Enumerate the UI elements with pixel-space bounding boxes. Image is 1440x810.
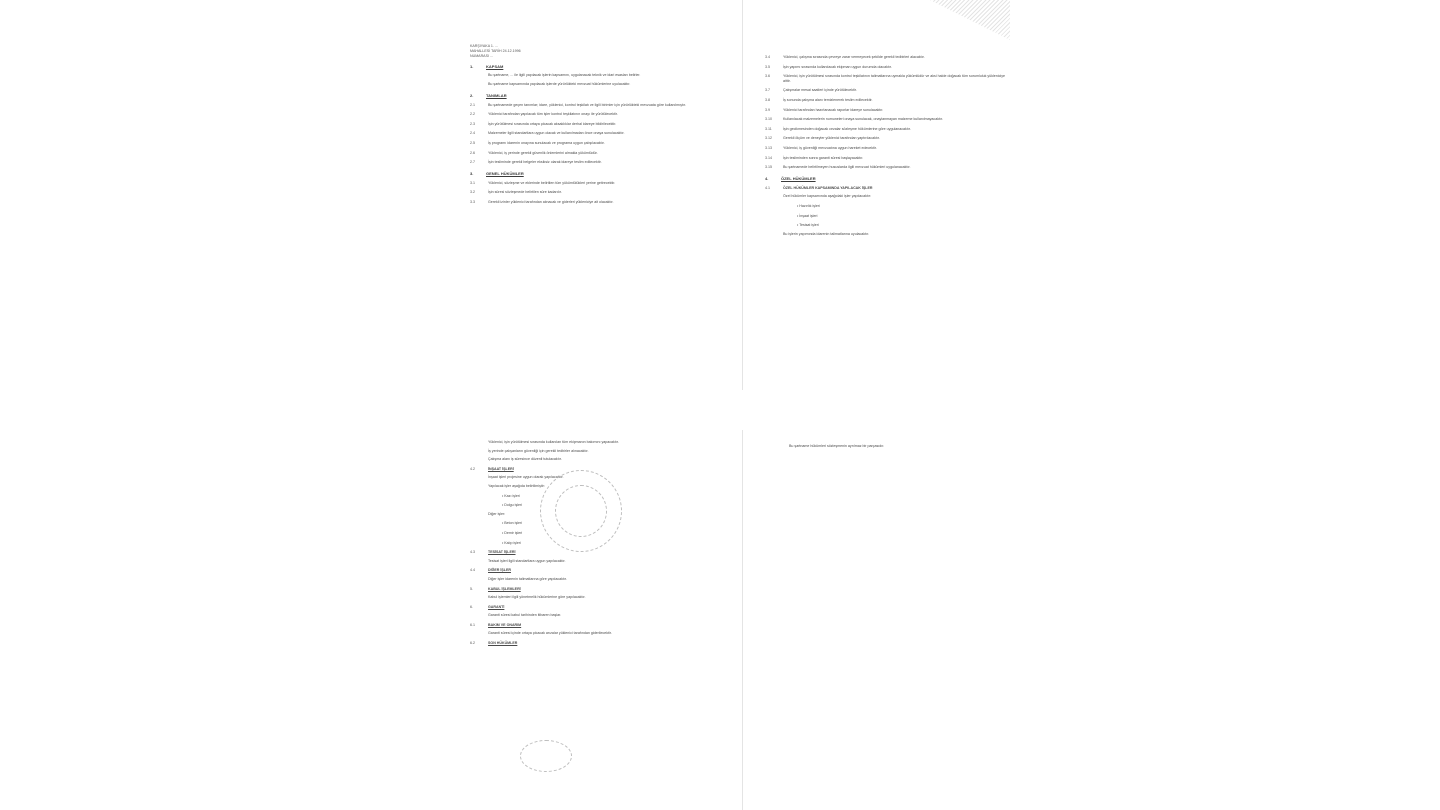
numbered-heading: 6. GARANTİ — [470, 604, 505, 609]
document-page-2 — [765, 50, 1005, 380]
bullet-item: • Demir işleri — [502, 531, 720, 536]
scan-corner-shading — [930, 0, 1010, 40]
numbered-item: 2.7 İşin tesliminde gerekli belgeler eksiksiz olarak idareye teslim edilecektir. — [470, 160, 602, 165]
numbered-item: 3.4 Yüklenici, çalışma sırasında çevreye zarar vermeyecek şekilde gerekli tedbirleri alacaktır. — [765, 55, 925, 59]
numbered-heading: 4.4 DİĞER İŞLER — [470, 568, 511, 573]
numbered-item: 2.3 İşin yürütülmesi sırasında ortaya çıkacak aksaklıklar derhal idareye bildirilecektir. — [470, 121, 617, 126]
paragraph: Bu işlerin yapımında idarenin talimatlarına uyulacaktır. — [783, 231, 870, 236]
section-heading: 2. TANIMLAR — [470, 92, 507, 98]
paragraph: Garanti süresi kabul tarihinden itibaren başlar. — [488, 613, 562, 618]
header-line: MAHALLESİ TARİH 24.12.1996 — [470, 48, 521, 53]
numbered-item: 3.5 İşin yapımı sırasında kullanılacak ekipman uygun durumda olacaktır. — [765, 64, 892, 69]
numbered-item: 4.1 ÖZEL HÜKÜMLER KAPSAMINDA YAPILACAK İŞLER — [765, 185, 873, 190]
section-heading: 1. KAPSAM — [470, 64, 504, 70]
numbered-item: 3.11 İşin gecikmesinden doğacak cezalar sözleşme hükümlerine göre uygulanacaktır. — [765, 126, 911, 131]
header-line: NUMARASI ... — [470, 53, 493, 58]
paragraph: Özel hükümler kapsamında aşağıdaki işler yapılacaktır: — [783, 194, 872, 199]
section-heading: 3. GENEL HÜKÜMLER — [470, 170, 524, 176]
seal-stamp — [520, 740, 572, 772]
numbered-item: 2.1 Bu şartnamede geçen tanımlar; idare, yüklenici, kontrol teşkilatı ve ilgili birimler için yürürlükteki mevzuata göre kullanılmıştır. — [470, 102, 686, 107]
numbered-heading: 6.2 SON HÜKÜMLER — [470, 641, 518, 646]
numbered-item: 2.5 İş programı idarenin onayına sunulacak ve programa uygun çalışılacaktır. — [470, 140, 605, 145]
paragraph: Diğer işler: — [488, 511, 506, 516]
numbered-item: 3.2 İşin süresi sözleşmede belirtilen süre kadardır. — [470, 190, 562, 195]
paragraph: Bu şartname hükümleri sözleşmenin ayrılmaz bir parçasıdır. — [789, 444, 885, 448]
bullet-item: • Hazırlık işleri — [797, 204, 1005, 209]
bullet-item: • Kazı işleri — [502, 494, 720, 499]
paragraph: Tesisat işleri ilgili standartlara uygun yapılacaktır. — [488, 558, 566, 563]
seal-stamp-inner — [555, 485, 607, 537]
paragraph: Kabul işlemleri ilgili yönetmelik hükümlerine göre yapılacaktır. — [488, 595, 586, 600]
numbered-item: 3.8 İş sonunda çalışma alanı temizlenerek teslim edilecektir. — [765, 97, 873, 102]
numbered-item: 3.13 Yüklenici, iş güvenliği mevzuatına uygun hareket edecektir. — [765, 145, 877, 150]
numbered-heading: 4.3 TESİSAT İŞLERİ — [470, 550, 516, 555]
numbered-heading: 5. KABUL İŞLEMLERİ — [470, 586, 521, 591]
numbered-item: 2.6 Yüklenici, iş yerinde gerekli güvenlik önlemlerini almakla yükümlüdür. — [470, 150, 598, 155]
paragraph: Yüklenici, işin yürütülmesi sırasında kullanılan tüm ekipmanın bakımını yapacaktır. — [488, 440, 619, 444]
bullet-item: • Tesisat işleri — [797, 223, 1005, 228]
numbered-heading: 6.1 BAKIM VE ONARIM — [470, 622, 522, 627]
numbered-item: 3.7 Çalışmalar mesai saatleri içinde yürütülecektir. — [765, 88, 857, 93]
bullet-item: • İnşaat işleri — [797, 214, 1005, 219]
numbered-item: 3.15 Bu şartnamede belirtilmeyen hususlarda ilgili mevzuat hükümleri uygulanacaktır. — [765, 165, 911, 170]
numbered-item: 2.2 Yüklenici tarafından yapılacak tüm işler kontrol teşkilatının onayı ile yürütülecektir. — [470, 112, 618, 117]
page-divider — [742, 430, 743, 810]
numbered-heading: 4.2 İNŞAAT İŞLERİ — [470, 466, 514, 471]
section-heading: 4. ÖZEL HÜKÜMLER — [765, 175, 816, 181]
paragraph: Diğer işler idarenin talimatlarına göre yapılacaktır. — [488, 576, 567, 581]
page-header — [470, 44, 720, 58]
numbered-item: 3.1 Yüklenici, sözleşme ve eklerinde belirtilen tüm yükümlülükleri yerine getirecektir. — [470, 180, 616, 185]
bullet-item: • Kalıp işleri — [502, 541, 720, 546]
numbered-item: 2.4 Malzemeler ilgili standartlara uygun olacak ve kullanılmadan önce onaya sunulacaktır. — [470, 131, 625, 136]
numbered-item: 3.3 Gerekli izinler yüklenici tarafından alınacak ve giderleri yükleniciye ait olacaktır. — [470, 199, 614, 204]
paragraph: İnşaat işleri projesine uygun olarak yapılacaktır. — [488, 475, 564, 480]
paragraph: Bu şartname, ... ile ilgili yapılacak işlerin kapsamını, uygulanacak teknik ve idari esasları belirler. — [488, 73, 641, 78]
paragraph: Garanti süresi içinde ortaya çıkacak arızalar yüklenici tarafından giderilecektir. — [488, 631, 612, 636]
numbered-item: 3.10 Kullanılacak malzemelerin numuneleri onaya sunulacak, onaylanmayan malzeme kullanılmayacaktır. — [765, 117, 944, 122]
paragraph: Yapılacak işler aşağıda belirtilmiştir: — [488, 483, 545, 488]
page-divider — [742, 0, 743, 390]
numbered-item: 3.6 Yüklenici, işin yürütülmesi sırasında kontrol teşkilatının talimatlarına uymakla yükümlüdür ve aksi halde doğacak tüm sorumluluk yükleniciye aittir. — [765, 74, 1005, 83]
document-page-1 — [470, 44, 720, 374]
header-line: KARŞIYAKA 1. ... — [470, 44, 498, 48]
numbered-item: 3.14 İşin tesliminden sonra garanti süresi başlayacaktır. — [765, 155, 864, 160]
paragraph: Çalışma alanı iş süresince düzenli tutulacaktır. — [488, 457, 562, 462]
paragraph: İş yerinde çalışanların güvenliği için gerekli tedbirler alınacaktır. — [488, 448, 589, 453]
document-page-4 — [765, 440, 1005, 480]
paragraph: Bu şartname kapsamında yapılacak işlerde yürürlükteki mevzuat hükümlerine uyulacaktır. — [488, 81, 631, 86]
bullet-item: • Beton işleri — [502, 521, 720, 526]
numbered-item: 3.9 Yüklenici tarafından hazırlanacak raporlar idareye sunulacaktır. — [765, 107, 884, 112]
numbered-item: 3.12 Gerekli ölçüm ve deneyler yüklenici tarafından yaptırılacaktır. — [765, 136, 880, 141]
bullet-item: • Dolgu işleri — [502, 503, 720, 508]
